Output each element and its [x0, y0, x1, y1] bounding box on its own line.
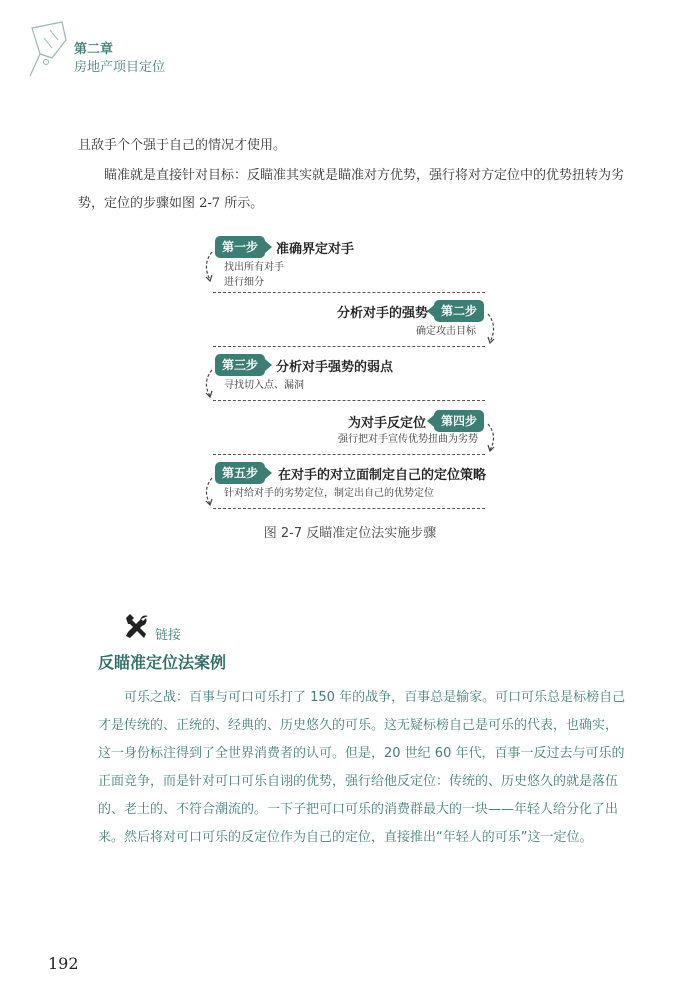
step-desc [416, 324, 476, 339]
chapter-decoration-icon [22, 18, 80, 82]
step-desc-line: 寻找切入点、漏洞 [224, 380, 304, 391]
chapter-number: 第二章 [74, 42, 114, 57]
step-desc-line: 找出所有对手 [224, 262, 284, 273]
tools-icon [122, 612, 152, 642]
divider [213, 346, 485, 347]
step-badge: 第五步 [215, 462, 265, 484]
step-desc [338, 432, 478, 447]
curved-arrow-icon [484, 422, 498, 454]
step-title: 准确界定对手 [276, 242, 355, 257]
step-desc-line: 进行细分 [224, 277, 264, 288]
step-desc-line: 强行把对手宣传优势扭曲为劣势 [338, 434, 478, 445]
divider [213, 400, 485, 401]
step-badge: 第二步 [434, 300, 484, 322]
divider [213, 454, 485, 455]
step-title: 为对手反定位 [348, 416, 427, 431]
curved-arrow-icon [202, 476, 216, 508]
step-desc-line: 确定攻击目标 [416, 326, 476, 337]
divider [213, 292, 485, 293]
figure-caption: 图 2-7 反瞄准定位法实施步骤 [263, 526, 437, 541]
step-title: 在对手的对立面制定自己的定位策略 [278, 468, 487, 483]
step-badge: 第一步 [215, 236, 265, 258]
step-badge: 第四步 [434, 410, 484, 432]
step-desc [224, 378, 304, 393]
divider [213, 508, 485, 509]
curved-arrow-icon [202, 250, 216, 284]
step-badge: 第三步 [215, 354, 265, 376]
curved-arrow-icon [484, 312, 498, 346]
step-desc [224, 486, 434, 501]
curved-arrow-icon [202, 368, 216, 400]
case-body-text: 可乐之战：百事与可口可乐打了 150 年的战争，百事总是输家。可口可乐总是标榜自己才是传统的、正统的、经典的、历史悠久的可乐。这无疑标榜自己是可乐的代表，也确实，这一身份标注得到了全世界消费者的认可。但是，20 世纪 60 年代，百事一反过去与可乐的正面竞争，而是针对可口可乐自诩的优势，强行给他反定位：传统的、历史悠久的就是落伍的、老土的、不符合潮流的。一下子把可口可乐的消费群最大的一块——年轻人给分化了出来。然后将对可口可乐的反定位作为自己的定位，直接推出“年轻人的可乐”这一定位。 [98, 690, 626, 845]
page-number: 192 [48, 954, 79, 973]
step-title: 分析对手的强势 [337, 306, 429, 321]
section-title: 反瞄准定位法案例 [98, 653, 227, 672]
paragraph: 瞄准就是直接针对目标：反瞄准其实就是瞄准对方优势，强行将对方定位中的优势扭转为劣势，定位的步骤如图 2-7 所示。 [78, 168, 625, 211]
step-desc-line: 针对给对手的劣势定位，制定出自己的优势定位 [224, 488, 434, 499]
chapter-title: 房地产项目定位 [74, 60, 166, 75]
paragraph: 且敌手个个强于自己的情况才使用。 [78, 138, 287, 153]
step-title: 分析对手强势的弱点 [276, 360, 394, 375]
link-label: 链接 [155, 628, 182, 643]
step-desc [224, 260, 284, 290]
